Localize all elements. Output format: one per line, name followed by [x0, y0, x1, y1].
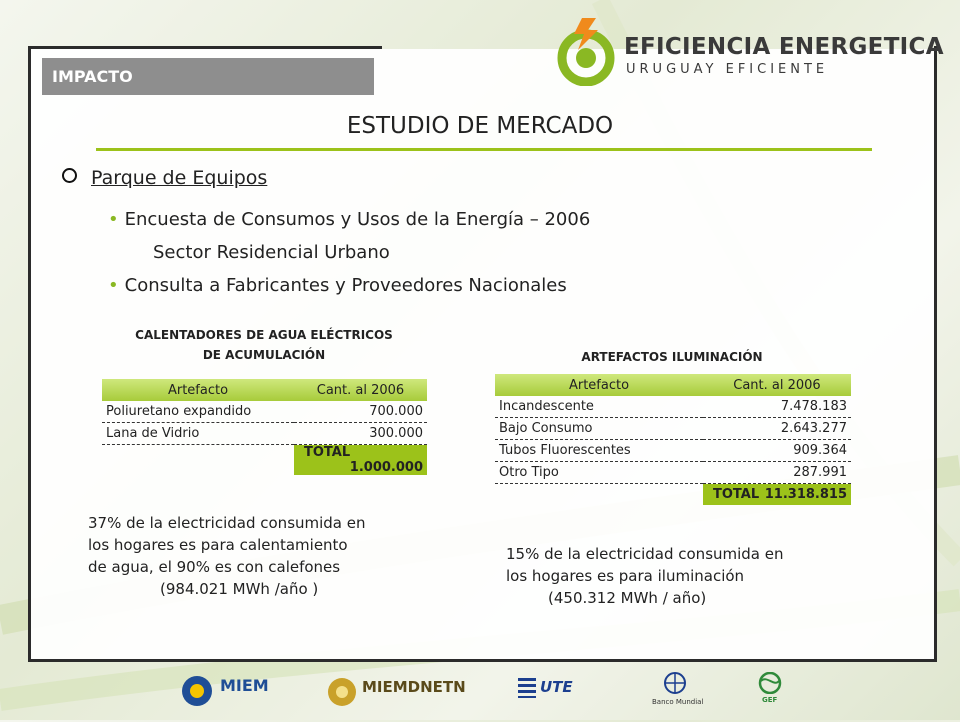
column-header: Artefacto	[495, 374, 703, 396]
table-left-title	[100, 325, 428, 365]
cell-cantidad: 7.478.183	[703, 396, 851, 418]
main-point	[62, 167, 267, 189]
note-line: los hogares es para calentamiento	[88, 536, 348, 554]
brand-title: EFICIENCIA ENERGETICA	[624, 34, 944, 60]
cell-artefacto: Tubos Fluorescentes	[495, 440, 703, 462]
frame-border-bottom	[28, 659, 937, 662]
gef-globe-icon	[758, 672, 782, 694]
miem-dnetn-logo	[326, 670, 496, 716]
total-label: TOTAL	[713, 487, 760, 502]
miem-text: MIEM	[220, 676, 269, 695]
table-total-row	[495, 484, 851, 506]
table-row	[102, 423, 427, 445]
total-cell	[294, 445, 427, 476]
column-header: Artefacto	[102, 379, 294, 401]
total-value: 11.318.815	[764, 487, 847, 502]
miem-emblem-icon	[326, 676, 358, 708]
total-label: TOTAL	[304, 445, 351, 460]
ute-stripes-icon	[518, 678, 536, 698]
bullet-text: Encuesta de Consumos y Usos de la Energía – 2006	[124, 209, 591, 230]
banco-mundial-text: Banco Mundial	[652, 698, 704, 706]
bullet-dot-icon: •	[108, 275, 119, 296]
total-value: 1.000.000	[349, 460, 423, 475]
ute-logo	[518, 676, 582, 722]
cell-cantidad: 2.643.277	[703, 418, 851, 440]
note-left	[88, 512, 366, 600]
gef-logo	[752, 672, 792, 718]
bullet-text: Consulta a Fabricantes y Proveedores Nacionales	[124, 275, 567, 296]
note-line: 15% de la electricidad consumida en	[506, 545, 784, 563]
bullet-item	[108, 275, 567, 296]
total-cell	[703, 484, 851, 506]
cell-artefacto: Lana de Vidrio	[102, 423, 294, 445]
note-line: 37% de la electricidad consumida en	[88, 514, 366, 532]
ute-text: UTE	[540, 678, 573, 696]
circle-bullet-icon	[62, 168, 77, 183]
note-value: (450.312 MWh / año)	[548, 589, 707, 607]
table-right-title: ARTEFACTOS ILUMINACIÓN	[581, 350, 763, 364]
table-right	[495, 374, 851, 505]
energy-logo-icon	[556, 16, 618, 86]
frame-border-top	[28, 46, 382, 49]
brand-logo	[556, 16, 944, 86]
cell-cantidad: 700.000	[294, 401, 427, 423]
miem-emblem-icon	[180, 674, 214, 708]
table-row	[495, 462, 851, 484]
table-row	[495, 396, 851, 418]
bullet-dot-icon: •	[108, 209, 119, 230]
table-row	[102, 401, 427, 423]
note-right	[506, 543, 784, 609]
column-header: Cant. al 2006	[294, 379, 427, 401]
bullet-subline	[153, 242, 390, 263]
gef-text: GEF	[762, 696, 778, 704]
title-underline	[96, 148, 872, 151]
globe-icon	[664, 672, 686, 694]
banco-mundial-logo	[648, 672, 708, 718]
table-total-row	[102, 445, 427, 476]
cell-artefacto: Poliuretano expandido	[102, 401, 294, 423]
cell-artefacto: Incandescente	[495, 396, 703, 418]
cell-artefacto: Bajo Consumo	[495, 418, 703, 440]
table-left	[102, 379, 427, 475]
table-row	[495, 440, 851, 462]
table-left-title-line2: DE ACUMULACIÓN	[202, 348, 326, 362]
bullet-text: Sector Residencial Urbano	[153, 242, 390, 263]
column-header: Cant. al 2006	[703, 374, 851, 396]
note-value: (984.021 MWh /año )	[160, 580, 319, 598]
cell-cantidad: 300.000	[294, 423, 427, 445]
note-line: los hogares es para iluminación	[506, 567, 745, 585]
cell-cantidad: 287.991	[703, 462, 851, 484]
note-line: de agua, el 90% es con calefones	[88, 558, 341, 576]
main-point-text: Parque de Equipos	[91, 167, 268, 189]
miem-dnetn-text: MIEMDNETN	[362, 678, 466, 696]
section-tag: IMPACTO	[42, 58, 374, 95]
cell-cantidad: 909.364	[703, 440, 851, 462]
cell-artefacto: Otro Tipo	[495, 462, 703, 484]
miem-logo	[180, 670, 290, 716]
bullet-item	[108, 209, 590, 230]
table-row	[495, 418, 851, 440]
table-left-title-line1: CALENTADORES DE AGUA ELÉCTRICOS	[135, 328, 393, 342]
page-title: ESTUDIO DE MERCADO	[346, 113, 614, 139]
brand-subtitle: URUGUAY EFICIENTE	[626, 62, 829, 77]
